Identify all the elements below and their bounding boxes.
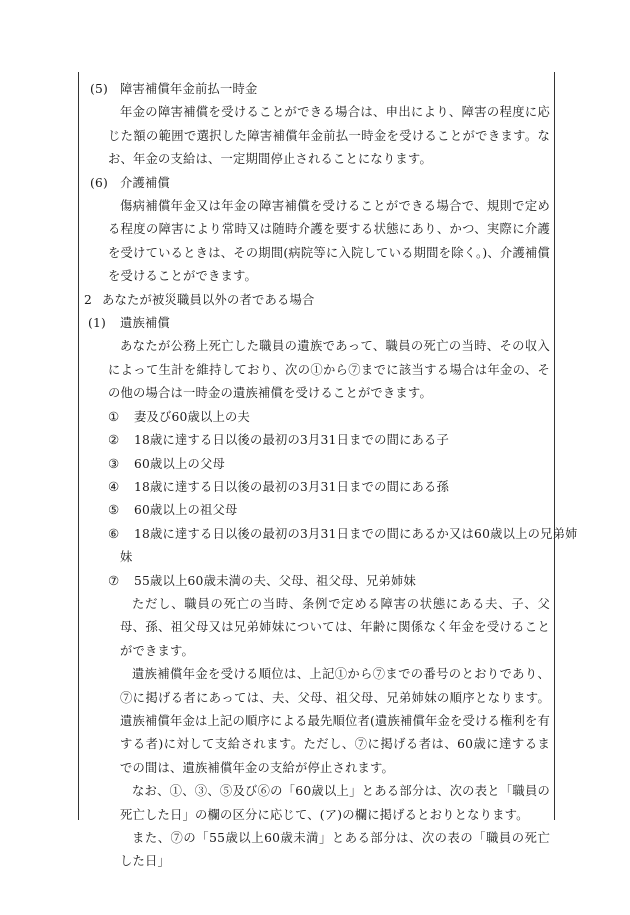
list-item: ⑥ 18歳に達する日以後の最初の3月31日までの間にあるか又は60歳以上の兄弟姉 — [108, 526, 578, 541]
section-heading-non-victim — [84, 289, 550, 312]
paragraph-age-note-2: また、⑦の「55歳以上60歳未満」とある部分は、次の表の「職員の死亡した日」 — [120, 831, 550, 869]
heading-number: (6) — [90, 175, 109, 190]
paragraph-note: ただし、職員の死亡の当時、条例で定める障害の状態にある夫、子、父母、孫、祖父母又は兄弟姉妹については、年齢に関係なく年金を受けることができます。 — [120, 596, 550, 658]
heading-title: 遺族補償 — [120, 316, 170, 331]
heading-nursing-care — [84, 172, 550, 195]
heading-number: (5) — [90, 82, 109, 96]
list-item: ② 18歳に達する日以後の最初の3月31日までの間にある子 — [108, 433, 450, 448]
heading-survivor-compensation — [84, 312, 550, 335]
paragraph-disability-lump-sum: 年金の障害補償を受けることができる場合は、申出により、障害の程度に応じた額の範囲で選択した障害補償年金前払一時金を受けることができます。なお、年金の支給は、一定期間停止されることになります。 — [108, 105, 550, 167]
list-item: ⑦ 55歳以上60歳未満の夫、父母、祖父母、兄弟姉妹 — [108, 573, 417, 588]
list-item: ③ 60歳以上の父母 — [108, 456, 226, 471]
list-item: ⑤ 60歳以上の祖父母 — [108, 503, 238, 518]
list-item: ④ 18歳に達する日以後の最初の3月31日までの間にある孫 — [108, 479, 450, 494]
section-number: 2 — [84, 292, 93, 307]
heading-disability-lump-sum — [84, 78, 550, 101]
heading-number: (1) — [88, 316, 107, 331]
section-title: あなたが被災職員以外の者である場合 — [102, 292, 315, 307]
list-item-continuation: 妹 — [120, 550, 133, 565]
heading-title: 障害補償年金前払一時金 — [120, 82, 258, 96]
paragraph-nursing-care: 傷病補償年金又は年金の障害補償を受けることができる場合で、規則で定める程度の障害により常時又は随時介護を要する状態にあり、かつ、実際に介護を受けているときは、その期間(病院等に入院している期間を除く。)、介護補償を受けることができます。 — [108, 199, 550, 284]
document-body — [84, 78, 578, 874]
paragraph-age-note: なお、①、③、⑤及び⑥の「60歳以上」とある部分は、次の表と「職員の死亡した日」の欄の区分に応じて、(ア)の欄に掲げるとおりとなります。 — [120, 784, 550, 822]
paragraph-survivor-compensation: あなたが公務上死亡した職員の遺族であって、職員の死亡の当時、その収入によって生計を維持しており、次の①から⑦までに該当する場合は年金の、その他の場合は一時金の遺族補償を受けることができます。 — [108, 339, 550, 401]
heading-title: 介護補償 — [120, 175, 170, 190]
list-item: ① 妻及び60歳以上の夫 — [108, 409, 251, 424]
paragraph-order: 遺族補償年金を受ける順位は、上記①から⑦までの番号のとおりであり、⑦に掲げる者にあっては、夫、父母、祖父母、兄弟姉妹の順序となります。遺族補償年金は上記の順序による最先順位者(遺族補償年金を受ける権利を有する者)に対して支給されます。ただし、⑦に掲げる者は、60歳に達するまでの間は、遺族補償年金の支給が停止されます。 — [120, 667, 550, 775]
